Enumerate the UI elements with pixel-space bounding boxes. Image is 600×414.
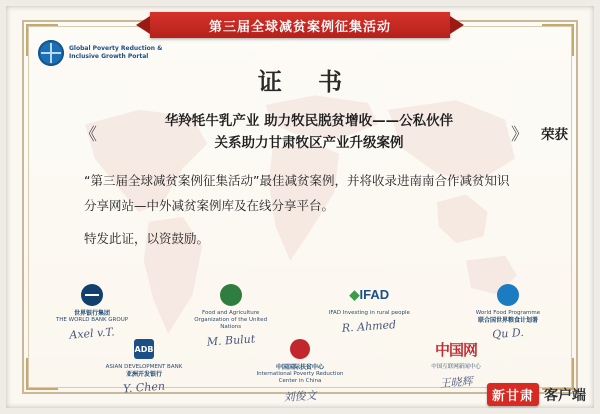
issuer-china-net-caption: [410, 364, 502, 371]
paragraph-line-1: “第三届全球减贫案例征集活动”最佳减贫案例，并将收录进南南合作减贫知识: [84, 173, 510, 188]
fao-emblem-icon: [185, 282, 277, 308]
issuer-wfp-signature: Qu D.: [491, 325, 525, 342]
issuer-fao-name-en: Food and Agriculture Organization of the United Nations: [194, 310, 268, 330]
award-title: [80, 110, 568, 154]
issuer-wfp-name-en: World Food Programme: [475, 310, 541, 316]
ctr-emblem-icon: [254, 336, 346, 362]
adb-emblem-icon: ADB: [98, 336, 190, 362]
certificate-title: 证 书: [257, 67, 357, 96]
certificate-paragraph: [84, 168, 534, 251]
organization-name-line2: Inclusive Growth Portal: [69, 53, 149, 60]
issuer-adb-name-en: ASIAN DEVELOPMENT BANK: [105, 364, 183, 370]
issuer-adb-caption: [98, 364, 190, 378]
issuer-china-net: [410, 336, 502, 390]
issuer-iprcc-name-cn: 中国国际扶贫中心: [275, 364, 324, 371]
issuer-world-bank-name-cn: 世界银行集团: [73, 310, 110, 317]
issuer-china-net-name-cn: 中国网: [434, 340, 477, 359]
issuer-ifad-name-en: IFAD Investing in rural people: [328, 310, 410, 316]
issuer-logos-row-2: [98, 336, 502, 404]
certificate-body: [80, 110, 568, 251]
issuer-wfp-name-cn: 联合国世界粮食计划署: [477, 317, 538, 324]
issuer-iprcc: [254, 336, 346, 404]
award-title-line1: 华羚牦牛乳产业 助力牧民脱贫增收——公私伙伴: [164, 113, 454, 129]
issuer-iprcc-signature: 刘俊文: [283, 388, 317, 405]
issuer-wfp-caption: [462, 310, 554, 324]
certificate-paper: [6, 6, 594, 408]
event-banner-title: 第三届全球减贫案例征集活动: [208, 19, 391, 35]
issuer-world-bank-signature: Axel v.T.: [68, 325, 116, 342]
paragraph-line-3: 特发此证，以资鼓励。: [84, 231, 210, 246]
issuer-ifad: [323, 282, 415, 333]
cn-net-emblem-icon: [410, 336, 502, 362]
issuer-ifad-caption: [323, 310, 415, 317]
issuer-world-bank: [46, 282, 138, 340]
issuer-adb-signature: Y. Chen: [122, 379, 166, 396]
app-name: 客户端: [544, 387, 586, 404]
issuer-fao-caption: [185, 310, 277, 331]
award-suffix: 荣获: [541, 127, 568, 143]
organization-name: [69, 45, 162, 61]
issuer-china-net-signature: 王晓辉: [439, 374, 473, 391]
issuer-adb-name-cn: 亚洲开发银行: [125, 371, 162, 378]
corner-ornament-bottom-left: [26, 358, 58, 390]
app-logo: 新甘肃: [487, 383, 539, 406]
issuer-world-bank-name-en: THE WORLD BANK GROUP: [55, 317, 129, 323]
world-bank-emblem-icon: [46, 282, 138, 308]
organization-logo: [38, 40, 162, 66]
award-title-line2: 关系助力甘肃牧区产业升级案例: [214, 135, 404, 151]
ifad-emblem-icon: ◆IFAD: [349, 287, 390, 302]
issuer-fao-signature: M. Bulut: [206, 332, 256, 349]
quote-right: 》: [511, 125, 528, 145]
paragraph-line-2: 分享网站—中外减贫案例库及在线分享平台。: [84, 198, 335, 213]
corner-ornament-top-right: [542, 24, 574, 56]
app-watermark: [487, 383, 586, 406]
issuer-china-net-name-en: 中国互联网新闻中心: [431, 364, 481, 370]
issuer-adb: [98, 336, 190, 394]
quote-left: 《: [80, 125, 97, 145]
issuer-world-bank-caption: [46, 310, 138, 324]
issuer-iprcc-name-en: International Poverty Reduction Center in China: [256, 371, 344, 384]
event-banner: [150, 12, 450, 38]
wfp-emblem-icon: [462, 282, 554, 308]
globe-icon: [38, 40, 64, 66]
issuer-iprcc-caption: [254, 364, 346, 385]
organization-name-line1: Global Poverty Reduction &: [69, 45, 163, 52]
issuer-wfp: [462, 282, 554, 340]
issuer-ifad-signature: R. Ahmed: [341, 318, 397, 335]
